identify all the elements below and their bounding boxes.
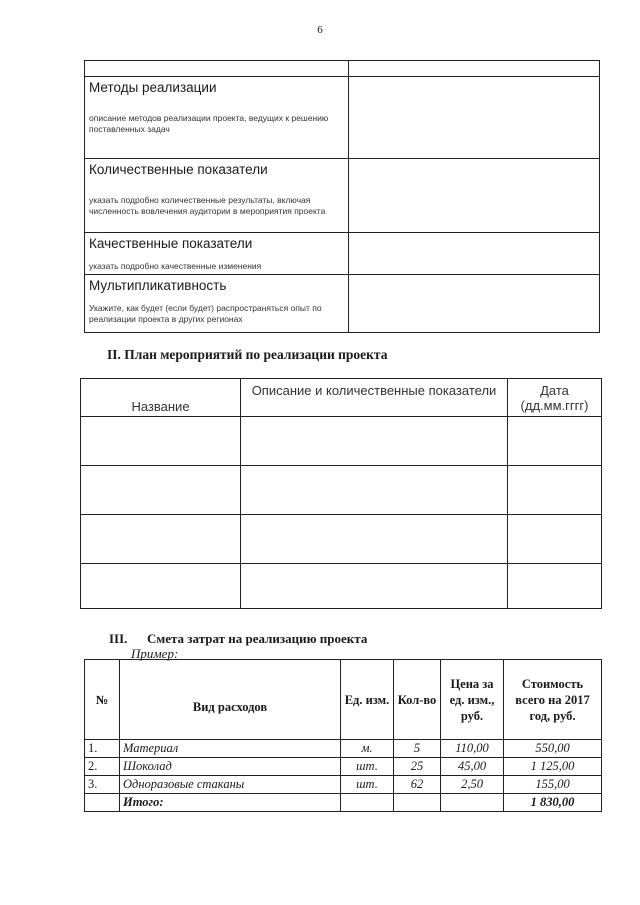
cell-total: 550,00: [504, 740, 602, 758]
table-row: [81, 564, 602, 609]
table-total-row: [85, 794, 602, 812]
cell-qty: 62: [394, 776, 441, 794]
row-heading: Мультипликативность: [89, 278, 227, 293]
cell-type: Одноразовые стаканы: [120, 776, 341, 794]
table-cell: [349, 159, 600, 233]
header-total: Стоимость всего на 2017 год, руб.: [504, 660, 602, 740]
row-heading: Количественные показатели: [89, 162, 268, 177]
table-row: [85, 77, 600, 159]
table-row: [81, 466, 602, 515]
table-cell: [85, 233, 349, 275]
row-note: Укажите, как будет (если будет) распространяться опыт по реализации проекта в других регионах: [89, 303, 322, 324]
cell-type: Шоколад: [120, 758, 341, 776]
row-note: описание методов реализации проекта, ведущих к решению поставленных задач: [89, 113, 329, 134]
table-header-row: [85, 660, 602, 740]
cell-unit: м.: [341, 740, 394, 758]
section-3-title-text: Смета затрат на реализацию проекта: [147, 631, 368, 646]
header-type: Вид расходов: [120, 660, 341, 740]
header-price: Цена за ед. изм., руб.: [441, 660, 504, 740]
table-cell: [85, 159, 349, 233]
cell-unit: шт.: [341, 776, 394, 794]
table-cell: [85, 61, 349, 77]
section-2-title: II. План мероприятий по реализации проекта: [107, 347, 388, 362]
cell-num: [85, 794, 120, 812]
table-cell: [349, 61, 600, 77]
table-row: [85, 233, 600, 275]
table-row: [85, 159, 600, 233]
section-3-title: [109, 631, 367, 647]
table-cell: [85, 275, 349, 333]
table-row: [81, 417, 602, 466]
table-cell: [349, 77, 600, 159]
cell-num: 1.: [85, 740, 120, 758]
cell-price: 2,50: [441, 776, 504, 794]
cell-price: 45,00: [441, 758, 504, 776]
cell-num: 3.: [85, 776, 120, 794]
table-header-row: [81, 379, 602, 417]
row-note: указать подробно качественные изменения: [89, 261, 262, 271]
project-details-table: [84, 60, 600, 333]
example-label: Пример:: [131, 646, 179, 661]
section-3-number: III.: [109, 631, 128, 646]
cell-unit: шт.: [341, 758, 394, 776]
table-row: [81, 515, 602, 564]
header-date: Дата (дд.мм.гггг): [508, 379, 602, 417]
header-qty: Кол-во: [394, 660, 441, 740]
cell-total: 155,00: [504, 776, 602, 794]
table-row: [85, 275, 600, 333]
table-row: [85, 758, 602, 776]
events-plan-table: [80, 378, 602, 609]
page-number: 6: [317, 24, 323, 36]
budget-table: [84, 659, 602, 812]
row-heading: Методы реализации: [89, 80, 217, 95]
cell-qty: 5: [394, 740, 441, 758]
table-cell: [349, 275, 600, 333]
table-row: [85, 776, 602, 794]
header-description: Описание и количественные показатели: [241, 379, 508, 417]
cell-total: 1 125,00: [504, 758, 602, 776]
table-row: [85, 740, 602, 758]
cell-type: Материал: [120, 740, 341, 758]
table-row: [85, 61, 600, 77]
header-unit: Ед. изм.: [341, 660, 394, 740]
row-heading: Качественные показатели: [89, 236, 253, 251]
cell-num: 2.: [85, 758, 120, 776]
total-value: 1 830,00: [504, 794, 602, 812]
row-note: указать подробно количественные результаты, включая численность вовлечения аудитории в мероприятия проекта: [89, 195, 326, 216]
header-num: №: [85, 660, 120, 740]
total-label: Итого:: [120, 794, 341, 812]
cell-qty: 25: [394, 758, 441, 776]
header-name: Название: [81, 379, 241, 417]
cell-price: 110,00: [441, 740, 504, 758]
table-cell: [85, 77, 349, 159]
table-cell: [349, 233, 600, 275]
